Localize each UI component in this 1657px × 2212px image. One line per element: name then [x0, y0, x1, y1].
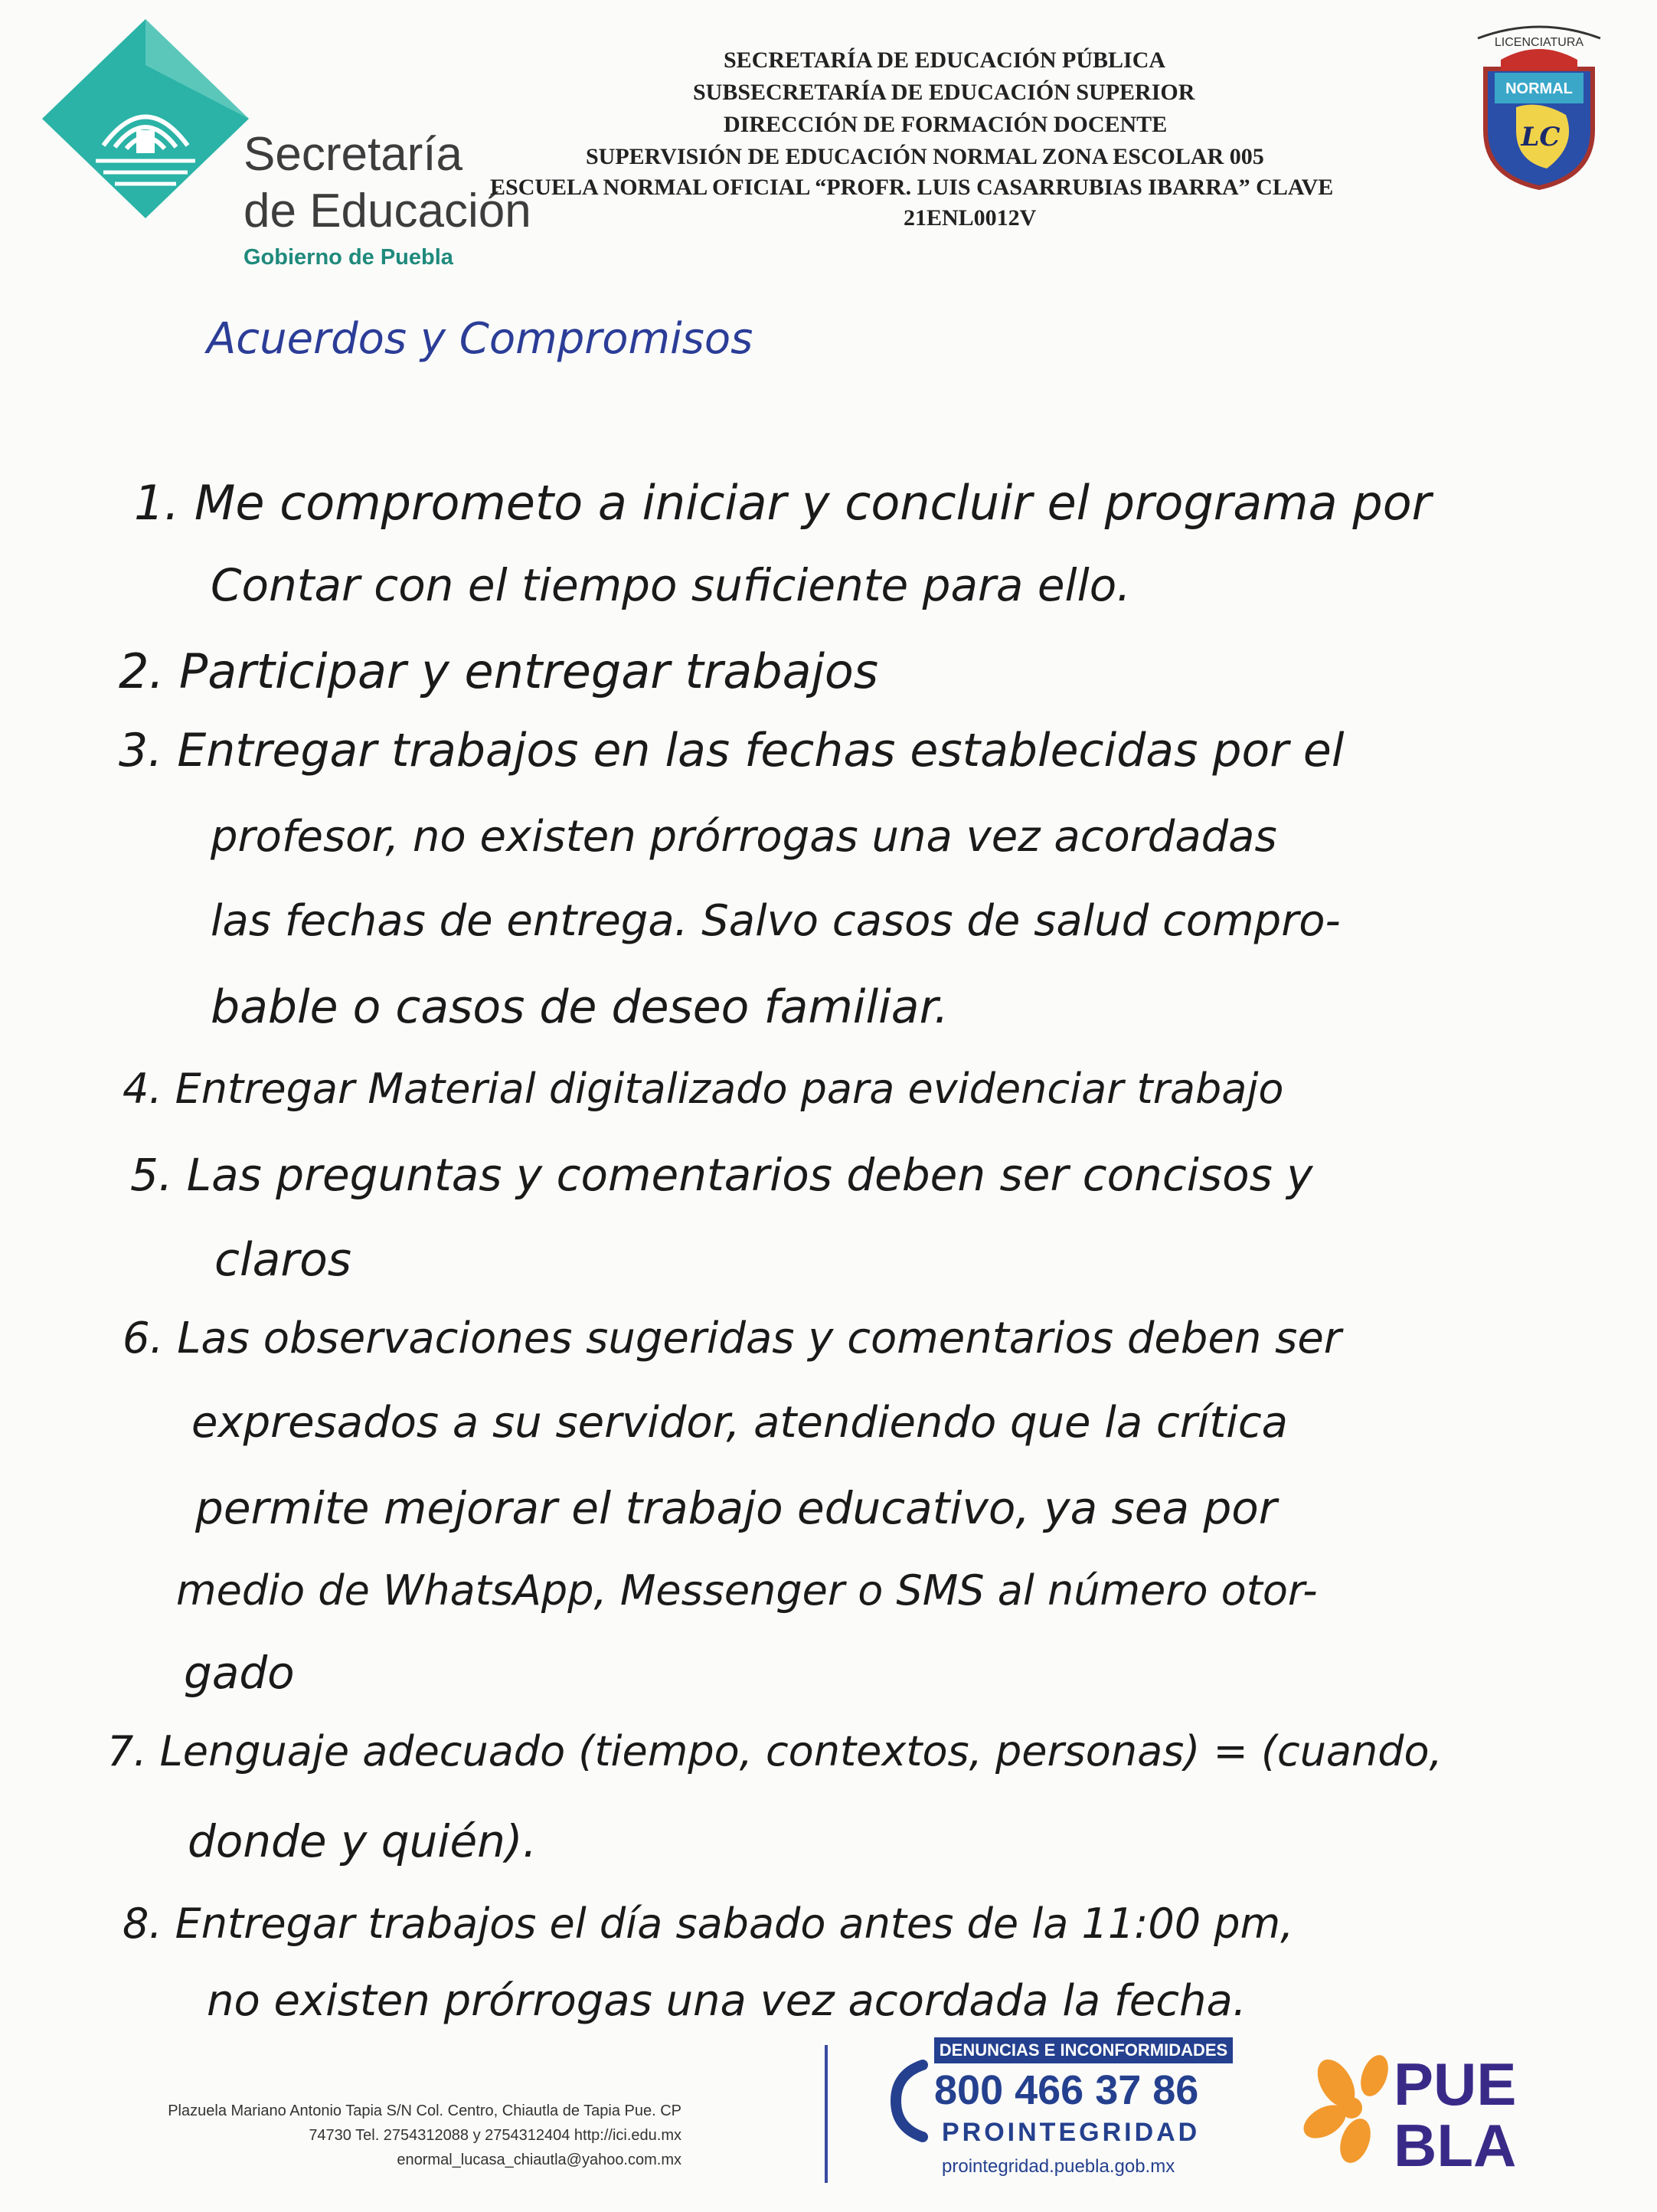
list-item: claros	[214, 1233, 352, 1287]
header-line-2: SUBSECRETARÍA DE EDUCACIÓN SUPERIOR	[693, 80, 1195, 105]
list-item: medio de WhatsApp, Messenger o SMS al número otor-	[176, 1566, 1318, 1615]
header-line-5: ESCUELA NORMAL OFICIAL “PROFR. LUIS CASARRUBIAS IBARRA” CLAVE	[490, 175, 1334, 200]
list-item: profesor, no existen prórrogas una vez acordadas	[211, 812, 1277, 862]
list-item: bable o casos de deseo familiar.	[211, 980, 949, 1034]
svg-text:BLA: BLA	[1394, 2112, 1517, 2175]
list-item: 5. Las preguntas y comentarios deben ser concisos y	[130, 1149, 1313, 1201]
list-item: 3. Entregar trabajos en las fechas establecidas por el	[119, 724, 1345, 777]
header-line-3: DIRECCIÓN DE FORMACIÓN DOCENTE	[724, 112, 1168, 137]
list-item: Contar con el tiempo suficiente para ello.	[211, 559, 1131, 611]
list-item: 4. Entregar Material digitalizado para evidenciar trabajo	[123, 1065, 1284, 1113]
escuela-normal-seal	[1463, 23, 1616, 191]
secretaria-wordmark	[243, 126, 531, 240]
list-item: expresados a su servidor, atendiendo que la crítica	[191, 1398, 1288, 1448]
list-item: 1. Me comprometo a iniciar y concluir el programa por	[134, 475, 1432, 531]
footer-divider	[825, 2045, 828, 2183]
puebla-logo	[1302, 2037, 1554, 2175]
list-item: 6. Las observaciones sugeridas y comentarios deben ser	[123, 1314, 1342, 1363]
list-item: las fechas de entrega. Salvo casos de salud compro-	[211, 896, 1341, 946]
secretaria-line1: Secretaría	[243, 128, 463, 181]
list-item: 7. Lenguaje adecuado (tiempo, contextos, personas) = (cuando,	[107, 1727, 1443, 1775]
secretaria-line2: de Educación	[243, 185, 531, 237]
phone-icon	[888, 2059, 934, 2143]
prointegridad-hotline	[888, 2037, 1240, 2191]
list-item: no existen prórrogas una vez acordada la fecha.	[207, 1976, 1247, 2026]
header-line-6: 21ENL0012V	[904, 205, 1037, 231]
hotline-number: 800 466 37 86	[934, 2067, 1199, 2113]
hotline-banner: DENUNCIAS E INCONFORMIDADES	[934, 2037, 1233, 2063]
document-title: Acuerdos y Compromisos	[207, 314, 753, 364]
header-line-1: SECRETARÍA DE EDUCACIÓN PÚBLICA	[724, 47, 1166, 73]
seal-top-text: LICENCIATURA	[1494, 36, 1584, 49]
footer-address	[0, 2099, 681, 2172]
header-line-4: SUPERVISIÓN DE EDUCACIÓN NORMAL ZONA ESCOLAR 005	[586, 144, 1264, 169]
hotline-name: PROINTEGRIDAD	[942, 2118, 1201, 2147]
secretaria-educacion-logo	[31, 15, 253, 222]
list-item: 8. Entregar trabajos el día sabado antes de la 11:00 pm,	[123, 1900, 1294, 1948]
hotline-url: prointegridad.puebla.gob.mx	[942, 2156, 1175, 2177]
address-line-3: enormal_lucasa_chiautla@yahoo.com.mx	[397, 2151, 681, 2168]
seal-initials: LC	[1521, 122, 1561, 152]
list-item: permite mejorar el trabajo educativo, ya sea por	[195, 1482, 1277, 1534]
list-item: gado	[184, 1647, 295, 1699]
address-line-2: 74730 Tel. 2754312088 y 2754312404 http://ici.edu.mx	[309, 2127, 681, 2144]
svg-text:PUE: PUE	[1394, 2050, 1517, 2118]
list-item: donde y quién).	[188, 1815, 537, 1867]
gobierno-puebla-label: Gobierno de Puebla	[243, 245, 453, 270]
list-item: 2. Participar y entregar trabajos	[119, 643, 879, 699]
seal-normal-text: NORMAL	[1505, 80, 1573, 97]
address-line-1: Plazuela Mariano Antonio Tapia S/N Col. Centro, Chiautla de Tapia Pue. CP	[168, 2102, 681, 2119]
